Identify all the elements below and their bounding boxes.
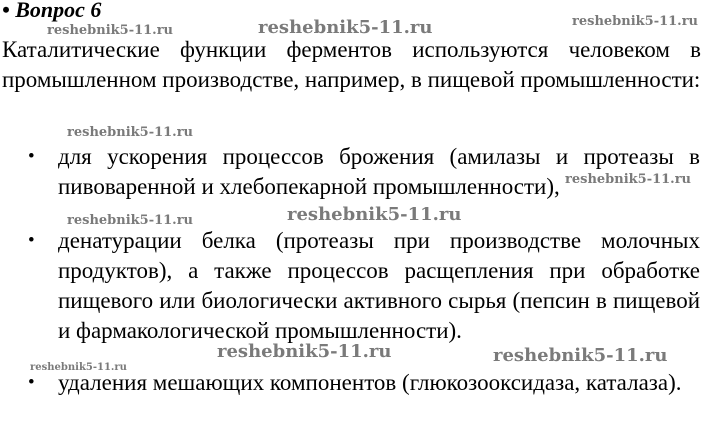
watermark: reshebnik5-11.ru bbox=[258, 17, 433, 38]
list-bullet: • bbox=[28, 146, 35, 167]
watermark: reshebnik5-11.ru bbox=[493, 345, 668, 366]
watermark: reshebnik5-11.ru bbox=[217, 341, 392, 362]
heading-title: Вопрос 6 bbox=[15, 0, 102, 22]
intro-paragraph: Каталитические функции ферментов используются человеком в промышленном производстве, например, в пищевой промышленности: bbox=[2, 37, 701, 92]
list-item-text: удаления мешающих компонентов (глюкозооксидаза, каталаза). bbox=[58, 370, 682, 395]
watermark: reshebnik5-11.ru bbox=[67, 125, 194, 140]
list-item-text: денатурации белка (протеазы при производстве молочных продуктов), а также процессов расщепления при обработке пищевого или биологически активного сырья (пепсин в пищевой и фармакологической промышленности). bbox=[58, 228, 700, 343]
watermark: reshebnik5-11.ru bbox=[30, 362, 127, 373]
watermark: reshebnik5-11.ru bbox=[565, 172, 692, 187]
heading-bullet: • bbox=[2, 0, 10, 22]
list-item-text: для ускорения процессов брожения (амилазы и протеазы в пивоваренной и хлебопекарной промышленности), bbox=[58, 144, 700, 199]
list-bullet: • bbox=[28, 372, 35, 393]
watermark: reshebnik5-11.ru bbox=[47, 23, 174, 38]
watermark: reshebnik5-11.ru bbox=[287, 204, 462, 225]
list-bullet: • bbox=[28, 230, 35, 251]
question-heading bbox=[2, 0, 101, 23]
watermark: reshebnik5-11.ru bbox=[67, 213, 194, 228]
watermark: reshebnik5-11.ru bbox=[572, 14, 699, 29]
